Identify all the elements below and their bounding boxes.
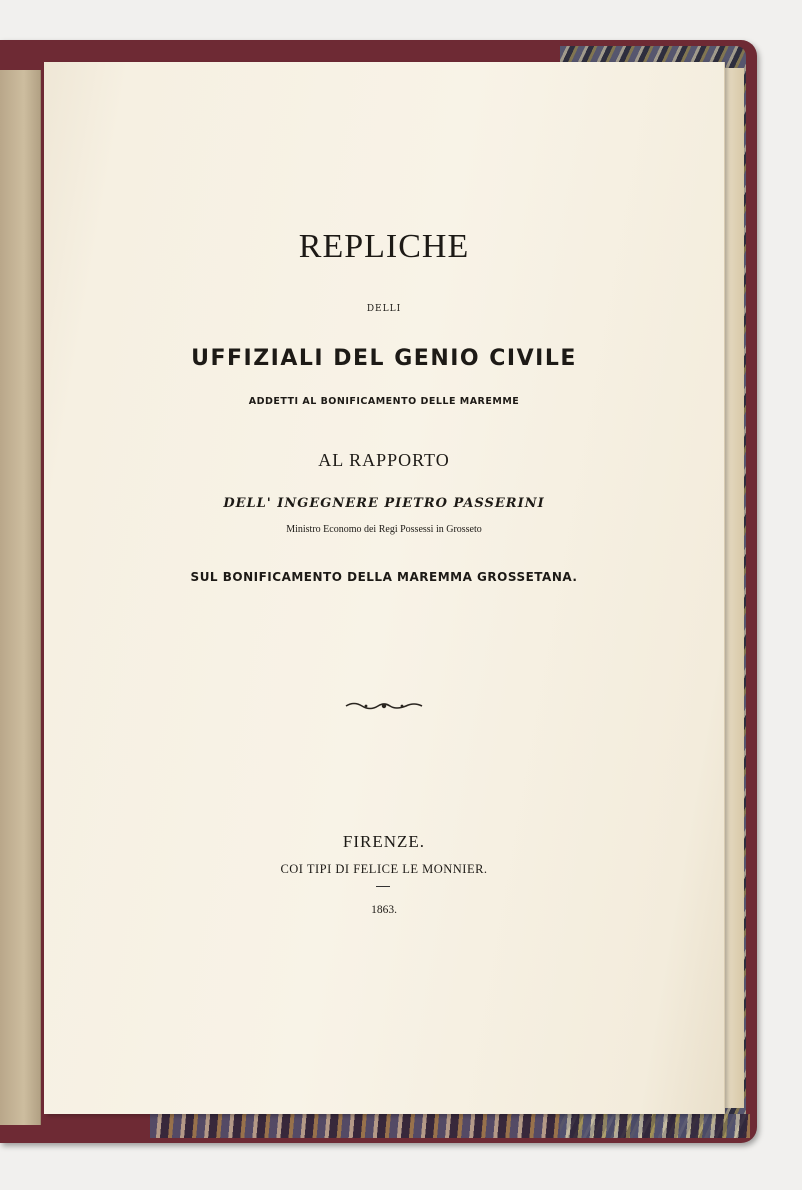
subject-line: SUL BONIFICAMENTO DELLA MAREMMA GROSSETANA.	[190, 570, 578, 584]
imprint-year: 1863.	[371, 904, 397, 916]
ingegnere-line: DELL' INGEGNERE PIETRO PASSERINI	[223, 496, 545, 511]
delli-text: DELLI	[366, 304, 402, 314]
page-edges	[724, 68, 744, 1108]
divider	[376, 886, 390, 887]
page-title: REPLICHE	[298, 228, 470, 265]
ministro-line: Ministro Economo dei Regi Possessi in Grosseto	[286, 524, 482, 535]
rapporto-line: AL RAPPORTO	[318, 450, 450, 470]
imprint-printer: COI TIPI DI FELICE LE MONNIER.	[280, 862, 488, 876]
addetti-line: ADDETTI AL BONIFICAMENTO DELLE MAREMME	[248, 396, 520, 407]
marbled-endpaper-bottom	[150, 1114, 750, 1138]
imprint-city: FIRENZE.	[342, 832, 426, 851]
book-spine	[0, 70, 41, 1125]
authors-line: UFFIZIALI DEL GENIO CIVILE	[191, 346, 577, 371]
ornament-icon	[44, 698, 724, 712]
title-page	[44, 62, 724, 1114]
